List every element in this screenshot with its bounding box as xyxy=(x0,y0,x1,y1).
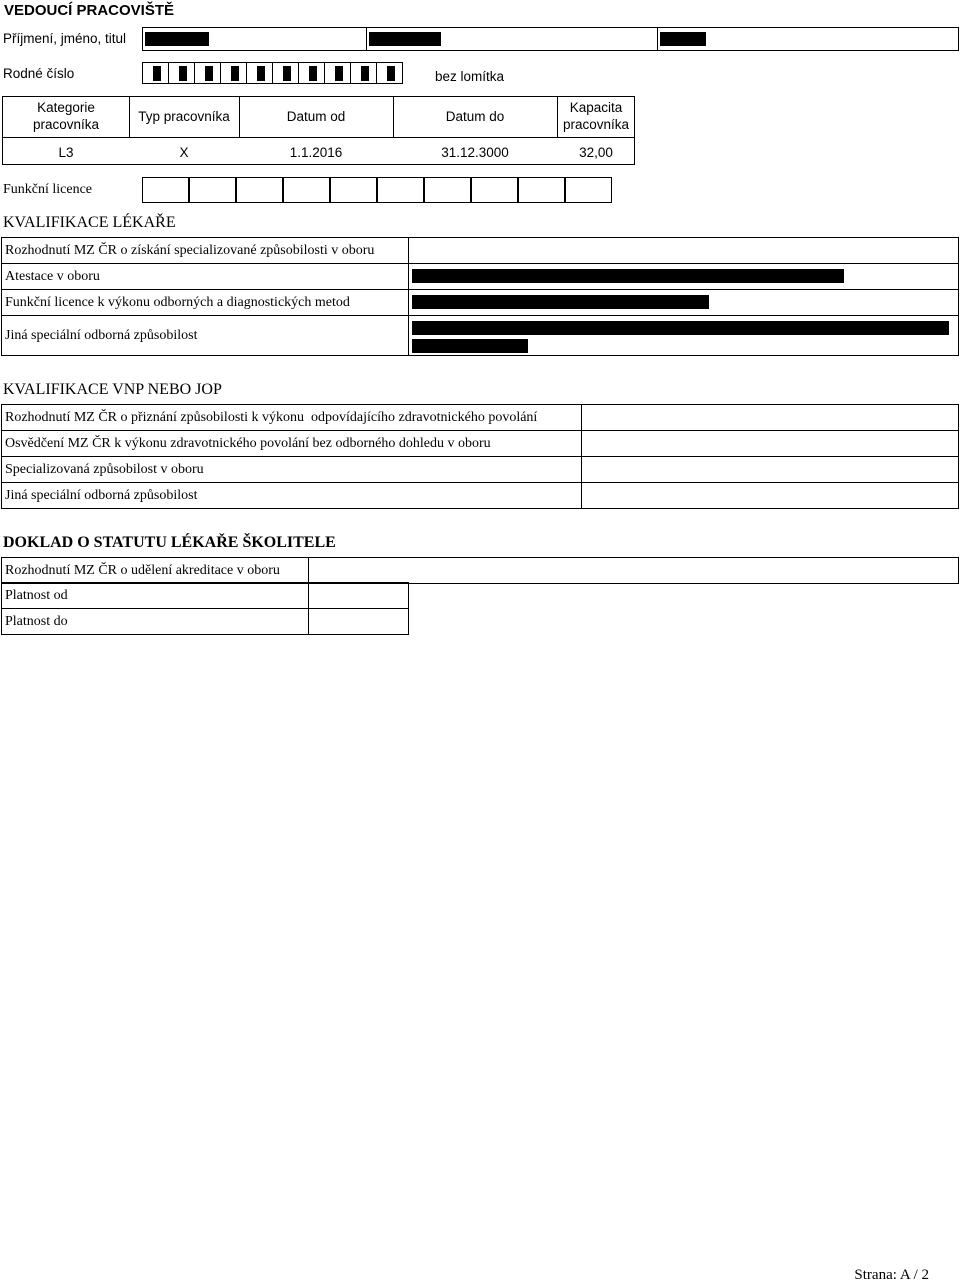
birth-digit[interactable] xyxy=(142,62,169,84)
doctor-qualification-table xyxy=(1,237,959,356)
table-row xyxy=(2,264,959,290)
value-cell[interactable] xyxy=(309,609,409,635)
functional-license-cells[interactable] xyxy=(142,177,616,203)
page-title: VEDOUCÍ PRACOVIŠTĚ xyxy=(4,2,175,19)
birth-digit[interactable] xyxy=(298,62,325,84)
row-label: Platnost od xyxy=(2,583,309,609)
license-cell[interactable] xyxy=(565,177,612,203)
value-cell[interactable] xyxy=(409,290,959,316)
redacted-firstname xyxy=(369,32,441,46)
cell-date-from: 1.1.2016 xyxy=(289,145,343,160)
value-cell[interactable] xyxy=(582,431,959,457)
license-cell[interactable] xyxy=(189,177,236,203)
row-label: Osvědčení MZ ČR k výkonu zdravotnického povolání bez odborného dohledu v oboru xyxy=(2,431,582,457)
license-cell[interactable] xyxy=(330,177,377,203)
birth-digit[interactable] xyxy=(350,62,377,84)
row-label: Rozhodnutí MZ ČR o získání specializované způsobilosti v oboru xyxy=(2,238,409,264)
table-row xyxy=(2,583,409,609)
redacted-surname xyxy=(145,32,209,46)
value-cell[interactable] xyxy=(409,316,959,356)
birth-digit[interactable] xyxy=(376,62,403,84)
row-label: Atestace v oboru xyxy=(2,264,409,290)
value-cell[interactable] xyxy=(409,238,959,264)
value-cell[interactable] xyxy=(582,457,959,483)
doctor-qualification-title: KVALIFIKACE LÉKAŘE xyxy=(3,214,176,231)
birth-number-label: Rodné číslo xyxy=(3,66,75,81)
value-cell[interactable] xyxy=(309,558,959,584)
redacted-specialty xyxy=(412,269,844,283)
trainer-status-table xyxy=(1,557,959,584)
trainer-validity-table xyxy=(1,582,409,635)
firstname-field[interactable] xyxy=(366,27,658,51)
trainer-status-title: DOKLAD O STATUTU LÉKAŘE ŠKOLITELE xyxy=(3,534,336,551)
table-row xyxy=(2,609,409,635)
license-cell[interactable] xyxy=(377,177,424,203)
table-row xyxy=(2,483,959,509)
license-cell[interactable] xyxy=(236,177,283,203)
title-field[interactable] xyxy=(657,27,959,51)
functional-license-label: Funkční licence xyxy=(3,182,93,197)
header-date-from: Datum od xyxy=(286,109,346,124)
birth-number-note: bez lomítka xyxy=(435,69,505,84)
birth-digit[interactable] xyxy=(272,62,299,84)
table-row xyxy=(2,290,959,316)
birth-digit[interactable] xyxy=(246,62,273,84)
table-row xyxy=(2,238,959,264)
license-cell[interactable] xyxy=(283,177,330,203)
table-row xyxy=(2,457,959,483)
vnp-qualification-title: KVALIFIKACE VNP NEBO JOP xyxy=(3,381,222,398)
birth-digit[interactable] xyxy=(194,62,221,84)
redacted-other-line1 xyxy=(412,321,949,335)
table-row xyxy=(2,316,959,356)
birth-digit[interactable] xyxy=(324,62,351,84)
birth-digit[interactable] xyxy=(220,62,247,84)
header-capacity: Kapacita pracovníka xyxy=(562,100,630,132)
license-cell[interactable] xyxy=(142,177,189,203)
header-category: Kategorie pracovníka xyxy=(32,100,100,132)
employment-table xyxy=(2,96,635,165)
vnp-qualification-table xyxy=(1,404,959,509)
table-row xyxy=(2,431,959,457)
birth-number-field[interactable] xyxy=(142,62,400,84)
redacted-title xyxy=(660,32,706,46)
row-label: Funkční licence k výkonu odborných a diagnostických metod xyxy=(2,290,409,316)
row-label: Specializovaná způsobilost v oboru xyxy=(2,457,582,483)
value-cell[interactable] xyxy=(409,264,959,290)
birth-digit[interactable] xyxy=(168,62,195,84)
name-label: Příjmení, jméno, titul xyxy=(3,31,127,46)
row-label: Rozhodnutí MZ ČR o udělení akreditace v oboru xyxy=(2,558,309,584)
cell-category: L3 xyxy=(58,145,74,160)
license-cell[interactable] xyxy=(424,177,471,203)
value-cell[interactable] xyxy=(582,405,959,431)
row-label: Rozhodnutí MZ ČR o přiznání způsobilosti k výkonu odpovídajícího zdravotnického povolání xyxy=(2,405,582,431)
cell-capacity: 32,00 xyxy=(579,145,613,160)
license-cell[interactable] xyxy=(518,177,565,203)
row-label: Platnost do xyxy=(2,609,309,635)
value-cell[interactable] xyxy=(309,583,409,609)
table-row xyxy=(2,405,959,431)
row-label: Jiná speciální odborná způsobilost xyxy=(2,483,582,509)
page-number: Strana: A / 2 xyxy=(854,1267,929,1283)
header-date-to: Datum do xyxy=(445,109,505,124)
redacted-license xyxy=(412,295,709,309)
value-cell[interactable] xyxy=(582,483,959,509)
row-label: Jiná speciální odborná způsobilost xyxy=(2,316,409,356)
redacted-other-line2 xyxy=(412,339,528,353)
header-type: Typ pracovníka xyxy=(138,109,230,124)
surname-field[interactable] xyxy=(142,27,367,51)
license-cell[interactable] xyxy=(471,177,518,203)
cell-type: X xyxy=(179,145,189,160)
cell-date-to: 31.12.3000 xyxy=(441,145,509,160)
table-row xyxy=(2,558,959,584)
